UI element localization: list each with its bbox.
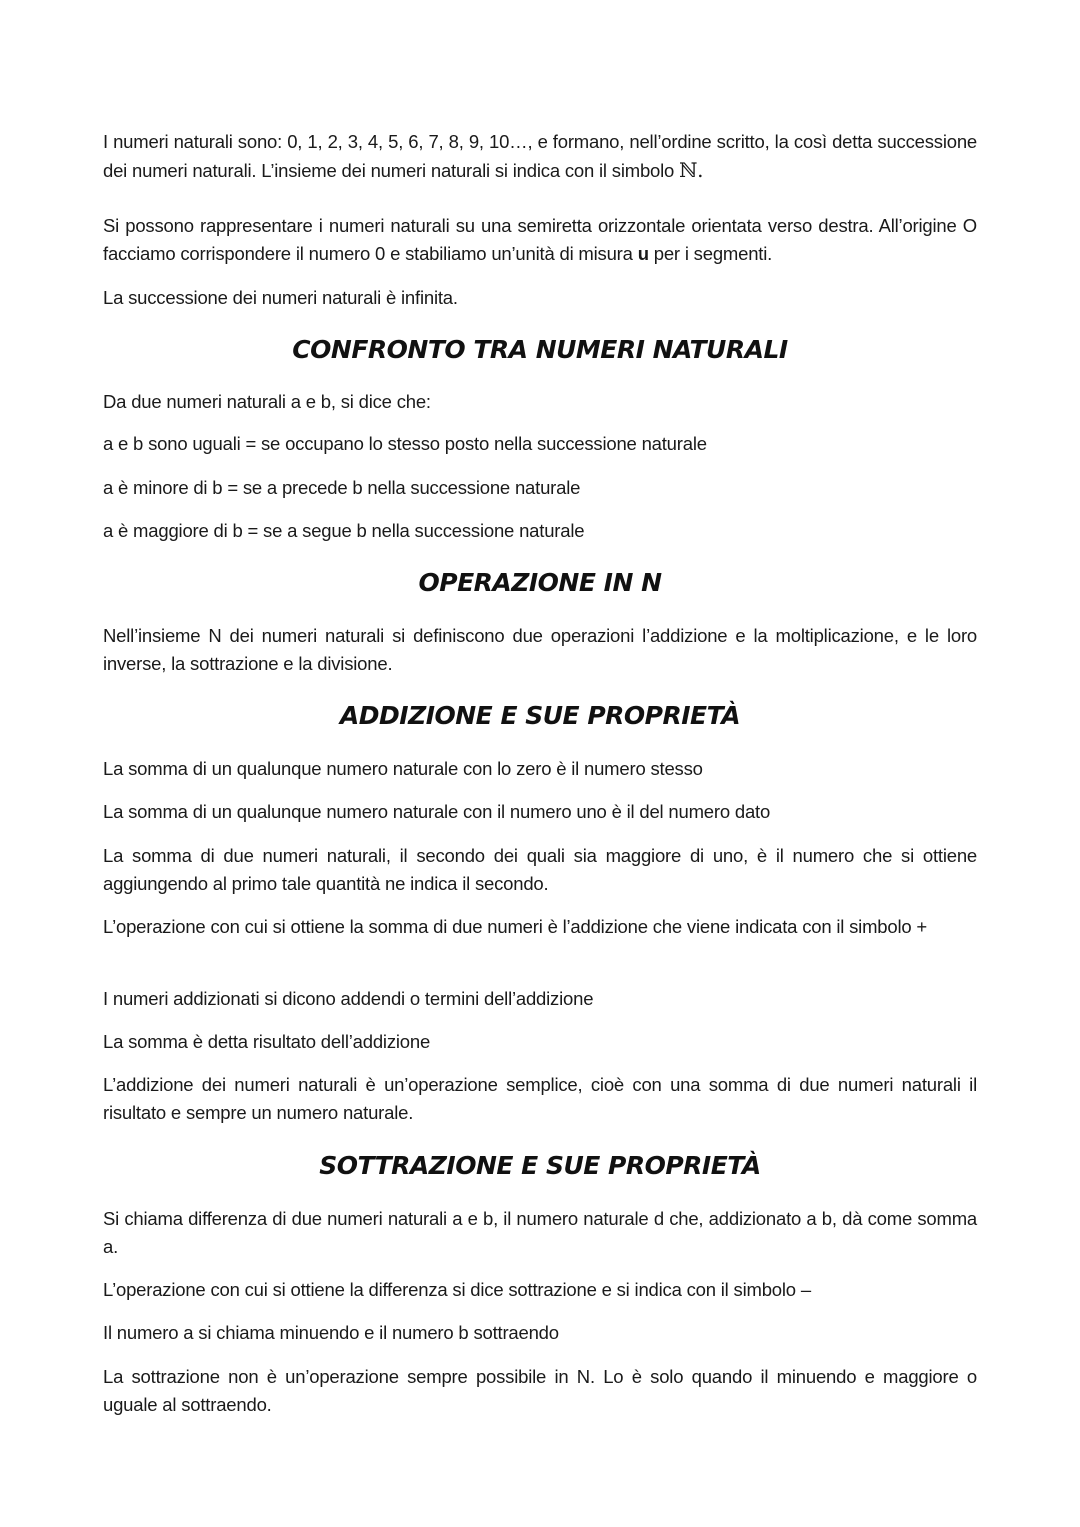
paragraph: La somma è detta risultato dell’addizione (103, 1031, 431, 1052)
intro-text: per i segmenti. (653, 243, 773, 264)
paragraph: La somma di un qualunque numero naturale con il numero uno è il del numero dato (103, 801, 771, 822)
paragraph: Nell’insieme N dei numeri naturali si definiscono due operazioni l’addizione e la moltiplicazione, e le loro inverse, la sottrazione e la divisione. (103, 625, 977, 674)
paragraph: a è maggiore di b = se a segue b nella successione naturale (103, 520, 585, 541)
section-heading: CONFRONTO TRA NUMERI NATURALI (292, 335, 788, 364)
paragraph: a e b sono uguali = se occupano lo stesso posto nella successione naturale (103, 433, 707, 454)
intro-paragraph-2 (103, 212, 977, 268)
paragraph: a è minore di b = se a precede b nella successione naturale (103, 477, 581, 498)
paragraph: La somma di un qualunque numero naturale con lo zero è il numero stesso (103, 758, 703, 779)
section-heading: OPERAZIONE IN N (418, 568, 662, 597)
intro-text: Si possono rappresentare i numeri naturali su una semiretta orizzontale orientata verso destra. All’origine O facciamo corrispondere il numero 0 e stabiliamo un’unità di misura (103, 215, 977, 264)
paragraph: La sottrazione non è un’operazione sempre possibile in N. Lo è solo quando il minuendo e maggiore o uguale al sottraendo. (103, 1366, 977, 1415)
paragraph: L’operazione con cui si ottiene la differenza si dice sottrazione e si indica con il simbolo – (103, 1279, 811, 1300)
paragraph: La somma di due numeri naturali, il secondo dei quali sia maggiore di uno, è il numero che si ottiene aggiungendo al primo tale quantità ne indica il secondo. (103, 845, 977, 894)
intro-paragraph-3: La successione dei numeri naturali è infinita. (103, 287, 458, 308)
paragraph: Il numero a si chiama minuendo e il numero b sottraendo (103, 1322, 559, 1343)
section-heading: ADDIZIONE E SUE PROPRIETÀ (339, 701, 741, 730)
intro-paragraph-1 (103, 128, 977, 185)
section-heading: SOTTRAZIONE E SUE PROPRIETÀ (319, 1151, 761, 1180)
paragraph: Da due numeri naturali a e b, si dice che: (103, 391, 431, 412)
paragraph: I numeri addizionati si dicono addendi o termini dell’addizione (103, 988, 594, 1009)
natural-numbers-symbol: ℕ. (679, 158, 704, 182)
paragraph: Si chiama differenza di due numeri naturali a e b, il numero naturale d che, addizionato a b, dà come somma a. (103, 1208, 977, 1257)
paragraph: L’operazione con cui si ottiene la somma di due numeri è l’addizione che viene indicata con il simbolo + (103, 916, 928, 937)
paragraph: L’addizione dei numeri naturali è un’operazione semplice, cioè con una somma di due numeri naturali il risultato e sempre un numero naturale. (103, 1074, 977, 1123)
intro-text: I numeri naturali sono: 0, 1, 2, 3, 4, 5, 6, 7, 8, 9, 10…, e formano, nell’ordine scritto, la così detta successione dei numeri naturali. L’insieme dei numeri naturali si indica con il simbolo (103, 131, 977, 181)
unit-symbol: u (637, 243, 649, 264)
